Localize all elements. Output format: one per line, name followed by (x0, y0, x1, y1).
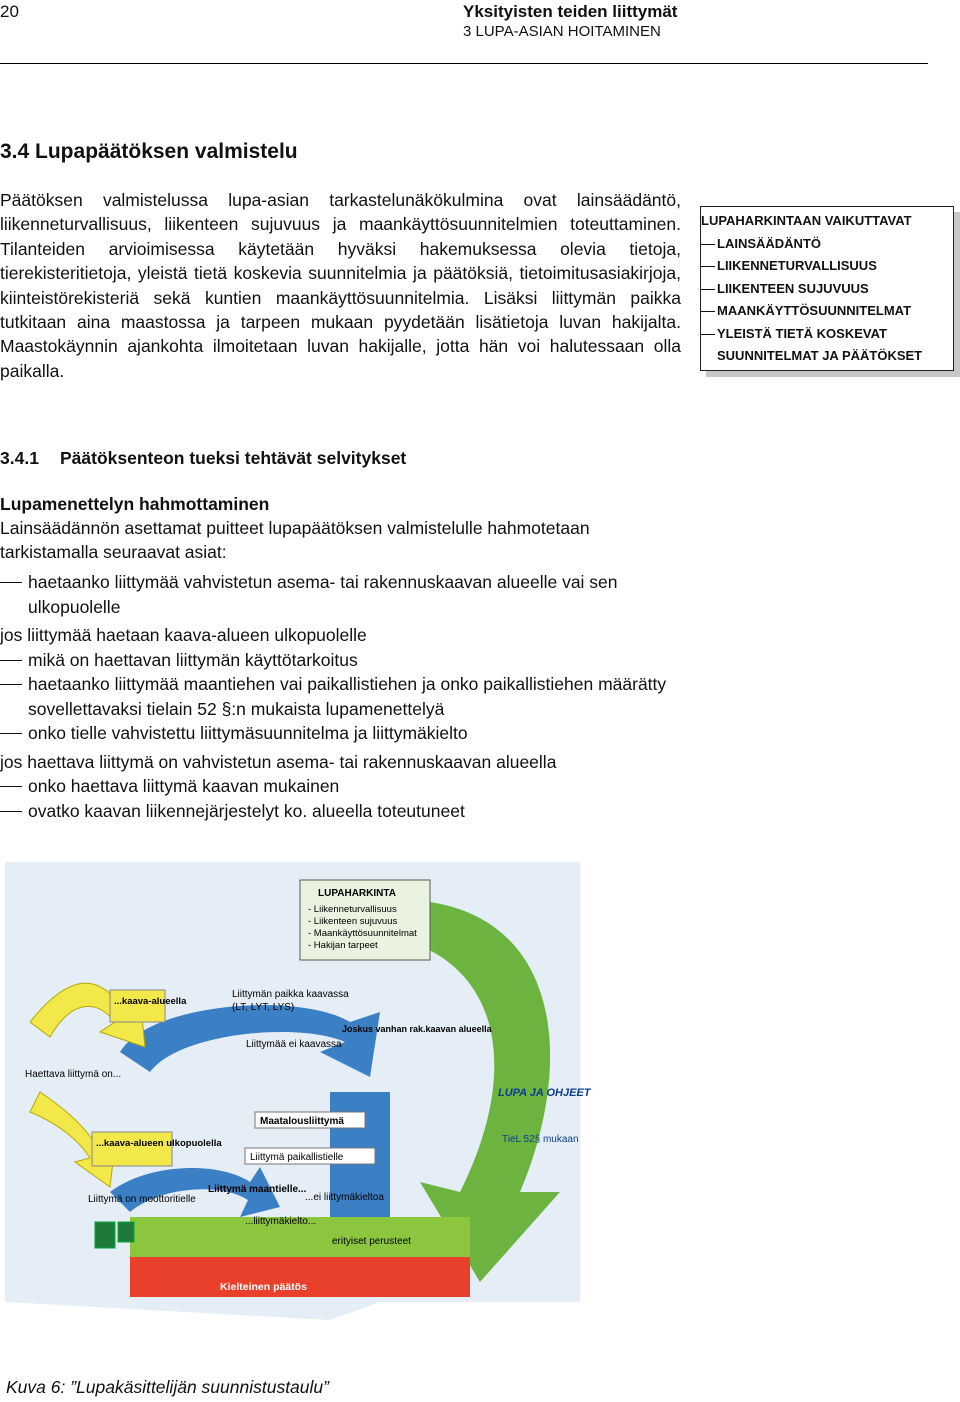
document-title: Yksityisten teiden liittymät (463, 2, 678, 21)
criteria-item: LIIKENNETURVALLISUUS (701, 255, 953, 278)
lupaharkinta-item: - Liikenneturvallisuus (308, 904, 397, 915)
subheading: Lupamenettelyn hahmottaminen (0, 494, 270, 514)
list-item: haetaanko liittymää maantiehen vai paikallistiehen ja onko paikallistiehen määrätty sovellettavaksi tielain 52 §:n mukaista lupamenettelyä (0, 672, 690, 721)
dash-icon (0, 660, 22, 661)
maatalous-label: Maatalousliittymä (260, 1116, 344, 1127)
criteria-item: LIIKENTEEN SUJUVUUS (701, 278, 953, 301)
lupaharkinta-item: - Hakijan tarpeet (308, 940, 378, 951)
kielto-label: ...liittymäkielto... (245, 1216, 317, 1227)
checklist (0, 570, 690, 823)
haettava-label: Haettava liittymä on... (25, 1069, 122, 1080)
paikallistie-label: Liittymä paikallistielle (250, 1152, 344, 1163)
page-number: 20 (0, 2, 19, 21)
list-item: mikä on haettavan liittymän käyttötarkoitus (0, 648, 690, 673)
subsection-heading (0, 448, 406, 469)
criteria-item: YLEISTÄ TIETÄ KOSKEVAT (701, 323, 953, 346)
list-item: ovatko kaavan liikennejärjestelyt ko. alueella toteutuneet (0, 799, 690, 824)
paikka-kaavassa-label: Liittymän paikka kaavassa (232, 989, 349, 1000)
subsection-number: 3.4.1 (0, 448, 39, 468)
joskus-label: Joskus vanhan rak.kaavan alueella (342, 1024, 492, 1034)
dash-icon (0, 582, 22, 583)
dash-icon (0, 733, 22, 734)
permit-decision-diagram (0, 862, 591, 1320)
motorway-sign-icon (95, 1222, 115, 1248)
figure-caption: Kuva 6: ”Lupakäsittelijän suunnistustaulu” (6, 1377, 329, 1397)
list-item: haetaanko liittymää vahvistetun asema- tai rakennuskaavan alueelle vai sen ulkopuolelle (0, 570, 690, 619)
criteria-item-continuation: SUUNNITELMAT JA PÄÄTÖKSET (717, 348, 923, 363)
intro-paragraph: Lainsäädännön asettamat puitteet lupapäätöksen valmistelulle hahmotetaan tarkistamalla seuraavat asiat: (0, 518, 590, 562)
criteria-box-title: LUPAHARKINTAAN VAIKUTTAVAT (701, 213, 912, 228)
chapter-title: 3 LUPA-ASIAN HOITAMINEN (463, 23, 661, 40)
dash-icon (0, 684, 22, 685)
lupaharkinta-title: LUPAHARKINTA (318, 888, 396, 899)
dash-icon (701, 244, 715, 245)
criteria-item: LAINSÄÄDÄNTÖ (701, 233, 953, 256)
dash-icon (0, 811, 22, 812)
tiel-label: TieL 52§ mukaan (502, 1134, 579, 1145)
erityiset-label: erityiset perusteet (332, 1236, 411, 1247)
lupa-ohjeet-label: LUPA JA OHJEET (498, 1087, 591, 1099)
ei-kieltoa-label: ...ei liittymäkieltoa (305, 1192, 384, 1203)
kaava-alueella-label: ...kaava-alueella (114, 996, 187, 1007)
subsection-title: Päätöksenteon tueksi tehtävät selvitykset (60, 448, 407, 468)
section-paragraph: Päätöksen valmistelussa lupa-asian tarkastelunäkökulmina ovat lainsäädäntö, liikenneturvallisuus, liikenteen sujuvuus ja maankäyttösuunnitelmien toteuttaminen. Tilanteiden arvioimisessa käytetään hyväksi hakemuksessa olevia tietoja, tierekisteritietoja, yleistä tietä koskevia suunnitelmia ja päätöksiä, tietoimitusasiakirjoja, kiinteistörekisteriä sekä kuntien maankäyttösuunnitelmia. Lisäksi liittymän paikka tutkitaan aina maastossa ja tarpeen mukaan pyydetään lisätietoja luvan hakijalta. Maastokäynnin ajankohta ilmoitetaan luvan hakijalle, jotta hän voi halutessaan olla paikalla. (0, 190, 681, 381)
section-heading: 3.4 Lupapäätöksen valmistelu (0, 140, 298, 163)
list-item: onko haettava liittymä kaavan mukainen (0, 774, 690, 799)
dash-icon (701, 266, 715, 267)
lupaharkinta-item: - Maankäyttösuunnitelmat (308, 928, 417, 939)
group-heading: jos haettava liittymä on vahvistetun asema- tai rakennuskaavan alueella (0, 751, 557, 772)
maantielle-label: Liittymä maantielle... (208, 1184, 307, 1195)
moottoritie-label: Liittymä on moottoritielle (88, 1194, 196, 1205)
criteria-box (700, 206, 954, 371)
kielteinen-label: Kielteinen päätös (220, 1281, 307, 1293)
dash-icon (701, 289, 715, 290)
group-heading: jos liittymää haetaan kaava-alueen ulkopuolelle (0, 625, 367, 645)
header-divider (0, 63, 928, 64)
dash-icon (701, 334, 715, 335)
criteria-item: MAANKÄYTTÖSUUNNITELMAT (701, 300, 953, 323)
no-entry-sign-icon (118, 1222, 134, 1242)
lupaharkinta-item: - Liikenteen sujuvuus (308, 916, 398, 927)
ulkopuolella-label: ...kaava-alueen ulkopuolella (96, 1138, 222, 1149)
dash-icon (701, 311, 715, 312)
list-item: onko tielle vahvistettu liittymäsuunnitelma ja liittymäkielto (0, 721, 690, 746)
ei-kaavassa-label: Liittymää ei kaavassa (246, 1039, 342, 1050)
paikka-kaavassa-sub: (LT, LYT, LYS) (232, 1002, 295, 1013)
dash-icon (0, 786, 22, 787)
